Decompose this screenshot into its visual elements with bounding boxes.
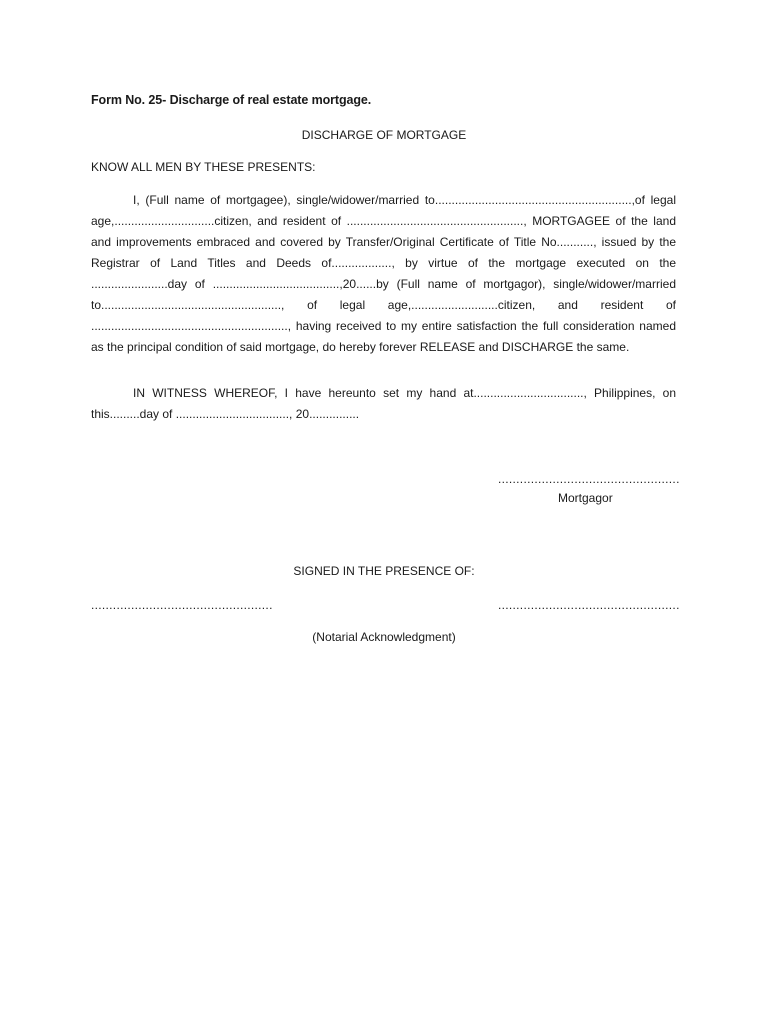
notarial-acknowledgment: (Notarial Acknowledgment)	[312, 630, 456, 644]
discharge-paragraph-text: I, (Full name of mortgagee), single/widower/married to...........................................................,of legal age,..............................citizen, and resident of ....................................................., MORTGAGEE of the land and improvements embraced and covered by Transfer/Original Certificate of Title No..........., issued by the Registrar of Land Titles and Deeds of.................., by virtue of the mortgage executed on the .......................day of ......................................,20......by (Full name of mortgagor), single/widower/married to......................................................, of legal age,..........................citizen, and resident of ..........................................................., having received to my entire satisfaction the full consideration named as the principal condition of said mortgage, do hereby forever RELEASE and DISCHARGE the same.	[91, 193, 676, 354]
mortgagor-signature-line: ..................................................	[498, 472, 680, 486]
opening-clause: KNOW ALL MEN BY THESE PRESENTS:	[91, 160, 316, 174]
document-title: DISCHARGE OF MORTGAGE	[301, 128, 467, 142]
witness-paragraph-text: IN WITNESS WHEREOF, I have hereunto set my hand at................................., Philippines, on this.........day of .................................., 20...............	[91, 386, 676, 421]
witness-signature-line-right: ..................................................	[498, 598, 680, 612]
mortgagor-label: Mortgagor	[558, 491, 613, 505]
form-number-heading: Form No. 25- Discharge of real estate mortgage.	[91, 93, 372, 107]
discharge-paragraph	[91, 190, 676, 358]
presence-heading: SIGNED IN THE PRESENCE OF:	[293, 564, 475, 578]
witness-paragraph	[91, 383, 676, 425]
witness-signature-line-left: ..................................................	[91, 598, 273, 612]
